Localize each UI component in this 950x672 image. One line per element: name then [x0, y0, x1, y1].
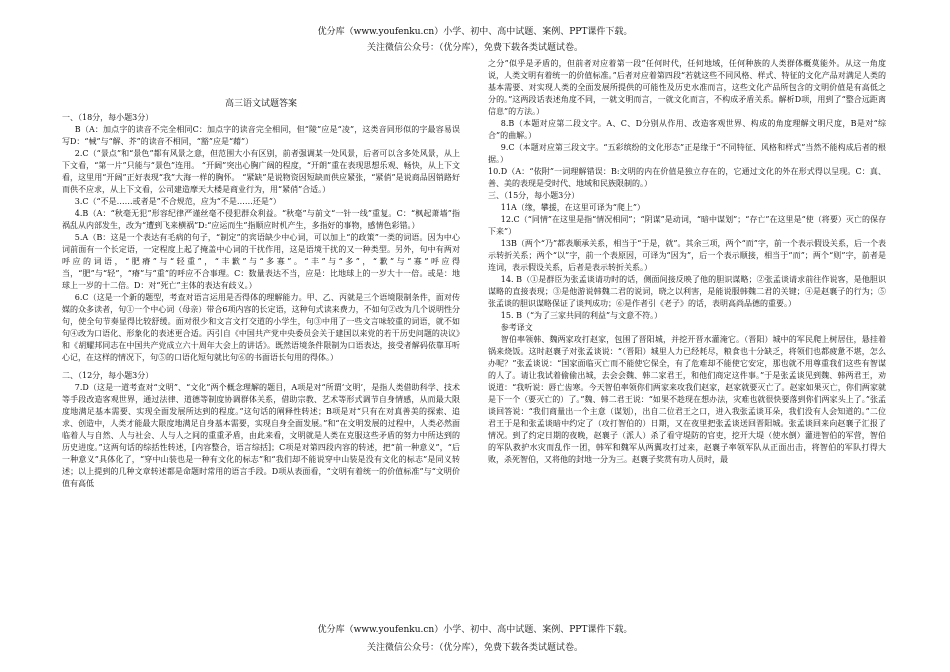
answer-11: 11A（缘，攀援，在这里可译为“爬上”） — [500, 203, 645, 212]
answer-7: 7.D（这是一道考查对“文明”、“文化”两个概念理解的题目，A项是对“所谓‘文明’，是指人类借助科学、技术等手段改造客观世界，通过法律、道德等制度协调群体关系，借助宗教、艺术等形式调节自身情感，从而最大限度地满足基本需要、实现全面发展所达到的程度。”这句话的阐释性转述；B项是对“只有在对真善美的探索、追求、创造中，人类才能最大限度地满足自身基本需要，实现自身全面发展。”和“在文明发展的过程中，人类必然面临着人与自然、人与社会、人与人之间的重重矛盾，由此来看，文明就是人类在克服这些矛盾的努力中所达到的历史进度。”这两句话的综括性转述，[内容整合，语言综括]；C项是对第四段内容的转述，把“前一种意义”，“后一种意义”具体化了，“穿中山装也是一种有文化的标志”和“我们却不能说穿中山装是没有文化的标志”是同义转述；以上提到的几种文章转述都是命题时常用的语言手段。D项从表面看，“文明有着统一的价值标准”与“文明价值有高低 — [62, 383, 460, 488]
footer-banner-line2: 关注微信公众号：（优分库），免费下载各类试题试卷。 — [366, 643, 583, 653]
answer-3: 3.C（“不是……或者是”不合规范，应为“不是……还是”） — [74, 197, 281, 206]
answer-7-continued: 之分”似乎是矛盾的，但前者对应着第一段“任何时代，任何地域，任何种族的人类群体概莫能外。从这一角度说，人类文明有着统一的价值标准。”后者对应着第四段“若就这些不同风格、样式、特征的文化产品对满足人类的基本需要、对实现人类的全面发展所提供的可能性及历史水准而言，这些文化产品所包含的文明价值是有高低之分的。”这两段话表述角度不同，一就文明而言，一就文化而言，不构成矛盾关系。解析D项，用到了“整合远距离信息”的方法。） — [488, 59, 886, 116]
answer-13: 13B（两个“乃”都表顺承关系，相当于“于是，就”。其余三项，两个“而”字，前一个表示假设关系，后一个表示转折关系；两个“以”字，前一个表原因，可译为“因为”，后一个表示顺接，相当于“而”；两个“则”字，前者是连词，表示假设关系，后者是表示转折关系。） — [488, 239, 886, 272]
section-heading-3: 三、（15分，每小题3分） — [488, 191, 580, 200]
section-heading-2: 二、（12分，每小题3分） — [62, 371, 154, 380]
answer-8: 8.B（本题对应第二段文字。A、C、D分别从作用、改造客观世界、构成的角度理解文明尺度，B是对“综合”的曲解。） — [488, 119, 886, 140]
footer-banner-line1: 优分库（www.youfenku.cn）小学、初中、高中试题、案例、PPT课件下载。 — [317, 625, 633, 635]
header-banner-line1: 优分库（www.youfenku.cn）小学、初中、高中试题、案例、PPT课件下载。 — [317, 27, 633, 37]
right-column — [488, 58, 886, 466]
answer-15: 15. B（“为了三家共同的利益”与文意不符。） — [500, 311, 663, 320]
answer-14: 14. B（①是群臣为张孟谈请功时的话，侧面间接反映了他的胆识谋略；②张孟谈请求前往作说客，是他胆识谋略的直接表现；③是他游说韩魏二君的说词，晓之以利害，是能说服韩魏二君的关键；④是赵襄子的行为；⑤张孟谈的胆识谋略保证了谈判成功；⑥是作者引《老子》的话，表明高尚品德的重要。） — [488, 275, 886, 308]
answer-10: 10.D（A：“依附”一词理解错误：B:文明的内在价值是独立存在的，它通过文化的外在形式得以呈现。C：真、善、美的表现是受时代、地域和民族限制的。） — [488, 167, 886, 188]
reference-translation-title: 参考译文 — [500, 323, 533, 332]
answer-12: 12.C（“同情”在这里是指“情况相同”；“阴谋”是动词，“暗中谋划”；“存亡”在这里是“使（将要）灭亡的保存下来”） — [488, 215, 886, 236]
answer-2: 2.C（“景点”和“景色”都有风景之意，但范围大小有区别，前者强调某一处风景，后者可以含多处风景，从上下文看，“第一片”只能与“景色”连用。 “开阔”突出心胸广阔的程度，“开朗”重在表现思想乐观、畅快，从上下文看，这里用“开阔”正好表现“我”大海一样的胸怀。 “紧缺”是说物资因短缺而供应紧张，“紧俏”是说商品因销路好而供不应求，从上下文看，公司建造摩天大楼是商业行为，用“紧俏”合适。） — [62, 149, 460, 194]
header-banner-line2: 关注微信公众号：（优分库），免费下载各类试题试卷。 — [366, 43, 583, 53]
section-heading-1: 一、（18分，每小题3分） — [62, 113, 154, 122]
answer-1: B（A：加点字的读音不完全相同C：加点字的读音完全相同，但“陵”应是“凌”，这类音同形似的字最容易误写D：“械”与“解、芥”的读音不相同，“豁”应是“藉”） — [62, 125, 460, 146]
answer-6: 6.C（这是一个新的题型，考查对语言运用是否得体的理解能力。甲、乙、丙就是三个语境限制条件，面对传媒的众多读者，句①一个中心词（母亲）带合6项内容的长定语，这种句式读来费力，不如句②改为几个说明性分句，使全句节奏显得比较舒缓。面对很少和文言文打交道的小学生，句③中用了一些文言味较重的词语，就不如句④改为口语化、形象化的表述更合适。丙引自《中国共产党中央委员会关于建国以来党的若干历史问题的决议》和《胡耀邦同志在中国共产党成立六十周年大会上的讲话》。既然语境条件限制为口语表达，接受者解码依靠耳听心记，在这样的情况下，句⑤的口语化短句就比句⑥的书面语长句用的得体。） — [62, 293, 460, 362]
page-title: 高三语文试题答案 — [224, 99, 297, 109]
answer-4: 4.B（A：“秋毫无犯”形容纪律严谨丝毫不侵犯群众利益。“秋毫”与前文“一针一线”重复。C：“枫起萧墙”指祸乱从内部发生，改为“遭到飞来横祸”D:“应运而生”指顺应时机产生，多指好的事物，感情色彩错。） — [62, 209, 460, 230]
reference-translation-text: 智伯率领韩、魏两家攻打赵家，包围了晋阳城，并挖开晋水灌淹它。（晋阳）城中的军民爬上树居住，悬挂着锅来烧饭。这时赵襄子对张孟谈说：“（晋阳）城里人力已经耗尽，粮食也十分缺乏，将领们也都疲惫不堪，怎么办呢？”张孟谈说：“国家面临灭亡而不能使它保全，有了危难却不能使它安定，那也就不用尊重我们这些有智谋的人了。请让我试着偷偷出城，去会会魏、韩二家君王，和他们商定这件事。”于是张孟谈见到魏、韩两君王，劝说道：“我听说：唇亡齿寒。今天智伯率领你们两家来攻我们赵家，赵家就要灭亡了。赵家如果灭亡，你们两家就是下一个（要灭亡的）了。”魏、韩二君王说：“如果不趁现在想办法，灾难也就很快要落到你们两家头上了。”张孟谈回答说：“我们商量出一个主意（谋划），出自二位君王之口，进入我张孟谈耳朵，我们没有人会知道的。”二位君王于是和张孟谈暗中约定了（攻打智伯的）日期，又在夜里把张孟谈送回晋阳城。张孟谈回来向赵襄子汇报了情况。到了约定日期的夜晚，赵襄子（派人）杀了看守堤防的官吏，挖开大堤（使水倒）灌进智伯的军营，智伯的军队救护水灾而乱作一团，韩军和魏军从两翼攻打过来，赵襄子率领军队从正面出击，将智伯的军队打得大败，杀死智伯，又将他的封地一分为三。赵襄子奖赏有功人员时，最 — [488, 335, 886, 464]
answer-9: 9.C（本题对应第三段文字。“五彩缤纷的文化形态”正是缘于“不同特征、风格和样式”当然不能构成后者的根据。） — [488, 143, 886, 164]
answer-5: 5.A（B：这是一个表达有毛病的句子，“制定”的宾语缺少中心词，可以加上“的政策”一类的词语。因为中心词前面有一个长定语，一定程度上起了掩盖中心词的干扰作用，这是语境干扰的又一种类型。另外，句中有两对呼应的词语，“肥瘠”与“轻重”，“丰歉”与“多寡”。“丰”与“多”，“歉”与“寡”呼应得当，“肥”与“轻”，“瘠”与“重”的呼应不合事理。C：数量表达不当，应是：比地球上的一岁大十一倍。或是：地球上一岁的十二倍。D：对“死亡”主体的表达有歧义。） — [62, 233, 460, 290]
left-column — [62, 98, 460, 490]
